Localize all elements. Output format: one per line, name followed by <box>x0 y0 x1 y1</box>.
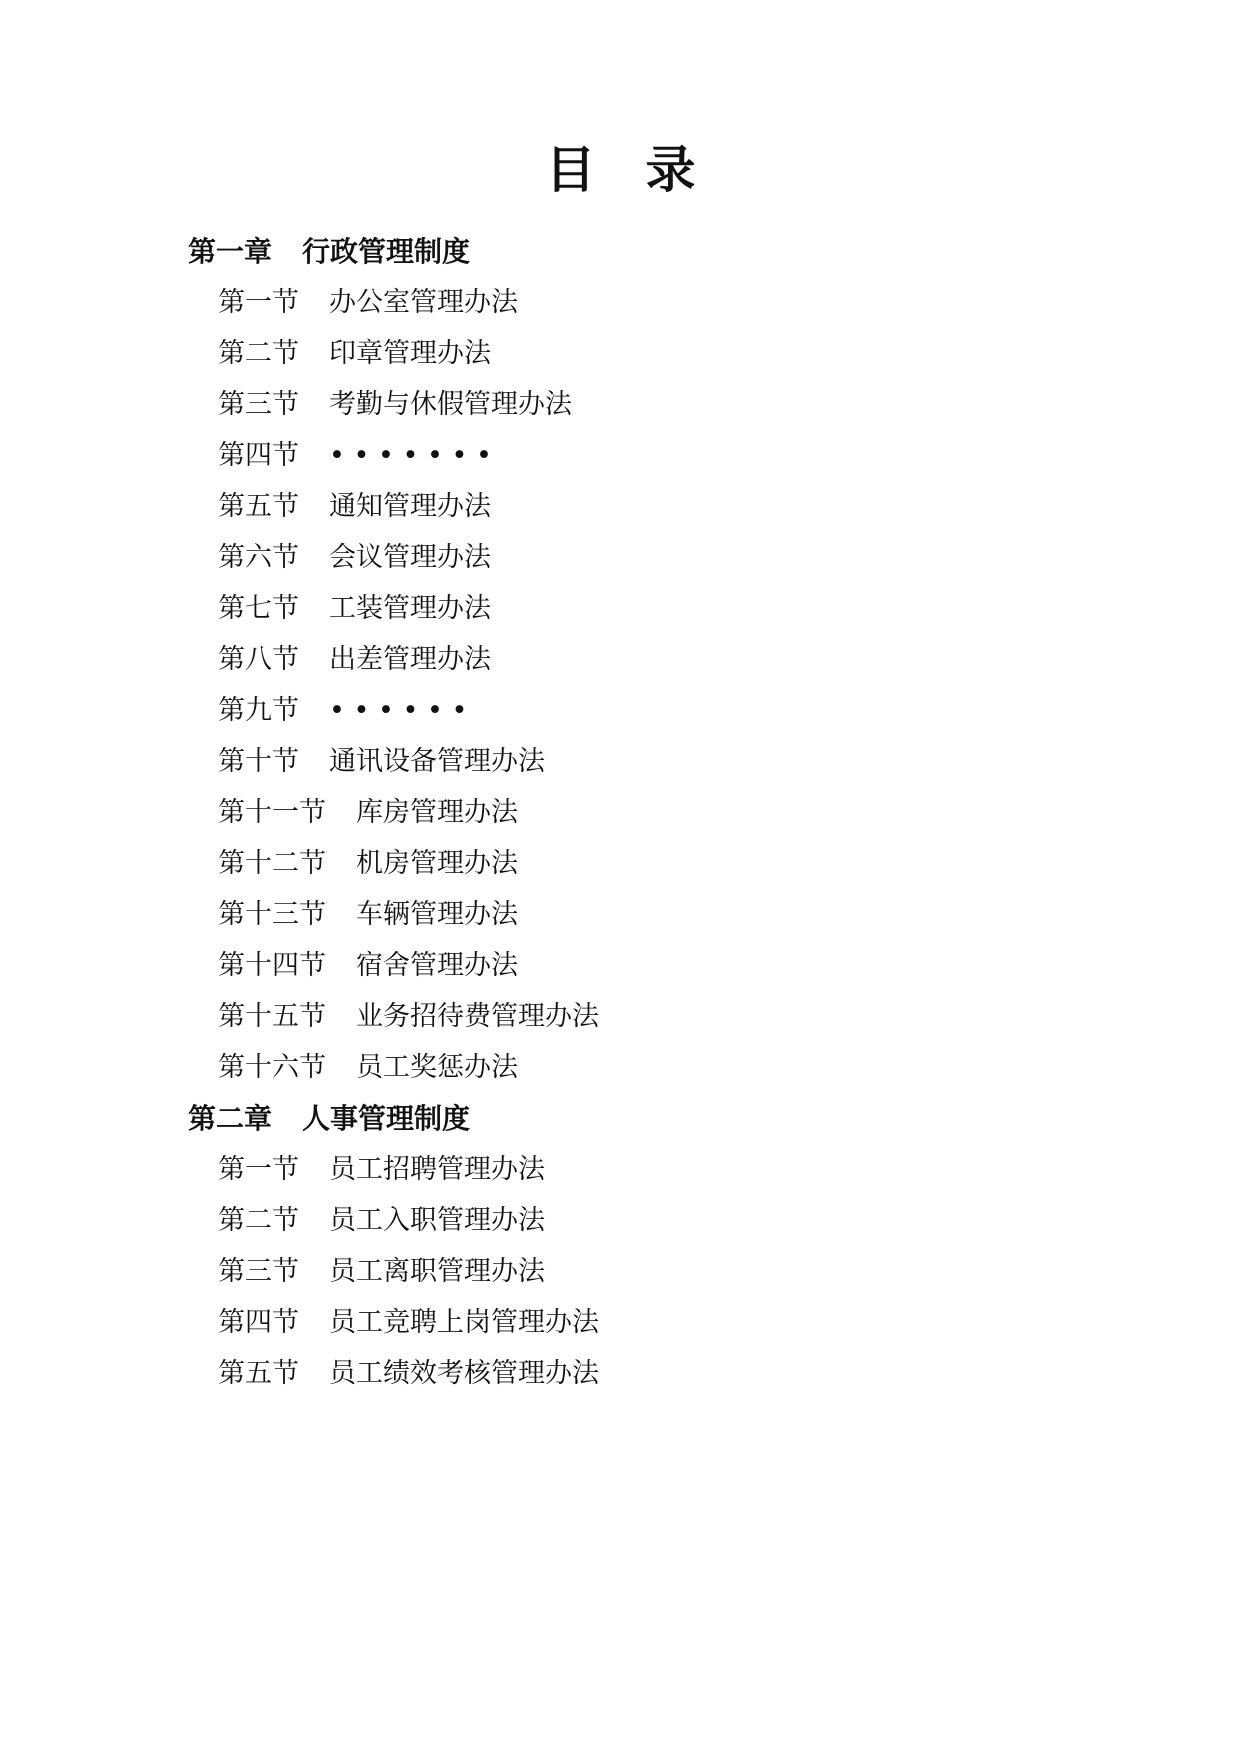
toc-section[interactable] <box>218 1252 545 1292</box>
section-title: 考勤与休假管理办法 <box>329 389 572 420</box>
title-char-1: 目 <box>545 141 596 199</box>
toc-section[interactable] <box>218 589 491 629</box>
section-number: 第十三节 <box>218 899 326 930</box>
section-number: 第九节 <box>218 695 299 726</box>
section-number: 第十五节 <box>218 1001 326 1032</box>
section-title: 会议管理办法 <box>329 542 491 573</box>
section-title: 印章管理办法 <box>329 338 491 369</box>
section-number: 第五节 <box>218 1358 299 1389</box>
section-title: 库房管理办法 <box>356 797 518 828</box>
section-title: 办公室管理办法 <box>329 287 518 318</box>
chapter-title: 人事管理制度 <box>302 1102 471 1135</box>
section-number: 第七节 <box>218 593 299 624</box>
section-title: • • • • • • <box>329 695 468 726</box>
toc-section[interactable] <box>218 640 491 680</box>
section-title: 通讯设备管理办法 <box>329 746 545 777</box>
section-number: 第一节 <box>218 287 299 318</box>
section-number: 第三节 <box>218 1256 299 1287</box>
section-title: 员工入职管理办法 <box>329 1205 545 1236</box>
toc-section[interactable] <box>218 742 545 782</box>
section-number: 第十节 <box>218 746 299 777</box>
toc-section[interactable] <box>218 895 518 935</box>
section-title: 通知管理办法 <box>329 491 491 522</box>
section-title: 员工招聘管理办法 <box>329 1154 545 1185</box>
toc-section[interactable] <box>218 946 518 986</box>
section-number: 第五节 <box>218 491 299 522</box>
section-number: 第一节 <box>218 1154 299 1185</box>
section-number: 第六节 <box>218 542 299 573</box>
section-title: 员工离职管理办法 <box>329 1256 545 1287</box>
section-number: 第八节 <box>218 644 299 675</box>
section-number: 第四节 <box>218 440 299 471</box>
toc-section[interactable] <box>218 538 491 578</box>
toc-section[interactable] <box>218 283 518 323</box>
section-title: 员工绩效考核管理办法 <box>329 1358 599 1389</box>
toc-section[interactable] <box>218 487 491 527</box>
section-number: 第二节 <box>218 338 299 369</box>
section-number: 第三节 <box>218 389 299 420</box>
page-title <box>0 140 1241 200</box>
section-title: 机房管理办法 <box>356 848 518 879</box>
toc-section[interactable] <box>218 1201 545 1241</box>
toc-section[interactable] <box>218 1150 545 1190</box>
chapter-title: 行政管理制度 <box>302 235 471 268</box>
toc-section[interactable] <box>218 1354 599 1394</box>
toc-section[interactable] <box>218 385 572 425</box>
section-title: 业务招待费管理办法 <box>356 1001 599 1032</box>
toc-section[interactable] <box>218 844 518 884</box>
toc-section[interactable] <box>218 1048 518 1088</box>
chapter-number: 第一章 <box>188 235 273 268</box>
chapter-number: 第二章 <box>188 1102 273 1135</box>
section-title: 车辆管理办法 <box>356 899 518 930</box>
section-number: 第十六节 <box>218 1052 326 1083</box>
section-title: 出差管理办法 <box>329 644 491 675</box>
section-title: 员工竞聘上岗管理办法 <box>329 1307 599 1338</box>
toc-section[interactable] <box>218 691 467 731</box>
toc-section[interactable] <box>218 793 518 833</box>
toc-chapter-1[interactable] <box>188 232 470 272</box>
toc-chapter-2[interactable] <box>188 1099 470 1139</box>
toc-section[interactable] <box>218 436 492 476</box>
section-title: 宿舍管理办法 <box>356 950 518 981</box>
section-number: 第十一节 <box>218 797 326 828</box>
section-number: 第二节 <box>218 1205 299 1236</box>
section-number: 第十四节 <box>218 950 326 981</box>
toc-section[interactable] <box>218 334 491 374</box>
toc-section[interactable] <box>218 1303 599 1343</box>
section-title: • • • • • • • <box>329 440 492 471</box>
title-char-2: 录 <box>645 141 696 199</box>
section-title: 员工奖惩办法 <box>356 1052 518 1083</box>
section-number: 第十二节 <box>218 848 326 879</box>
section-title: 工装管理办法 <box>329 593 491 624</box>
toc-section[interactable] <box>218 997 599 1037</box>
section-number: 第四节 <box>218 1307 299 1338</box>
